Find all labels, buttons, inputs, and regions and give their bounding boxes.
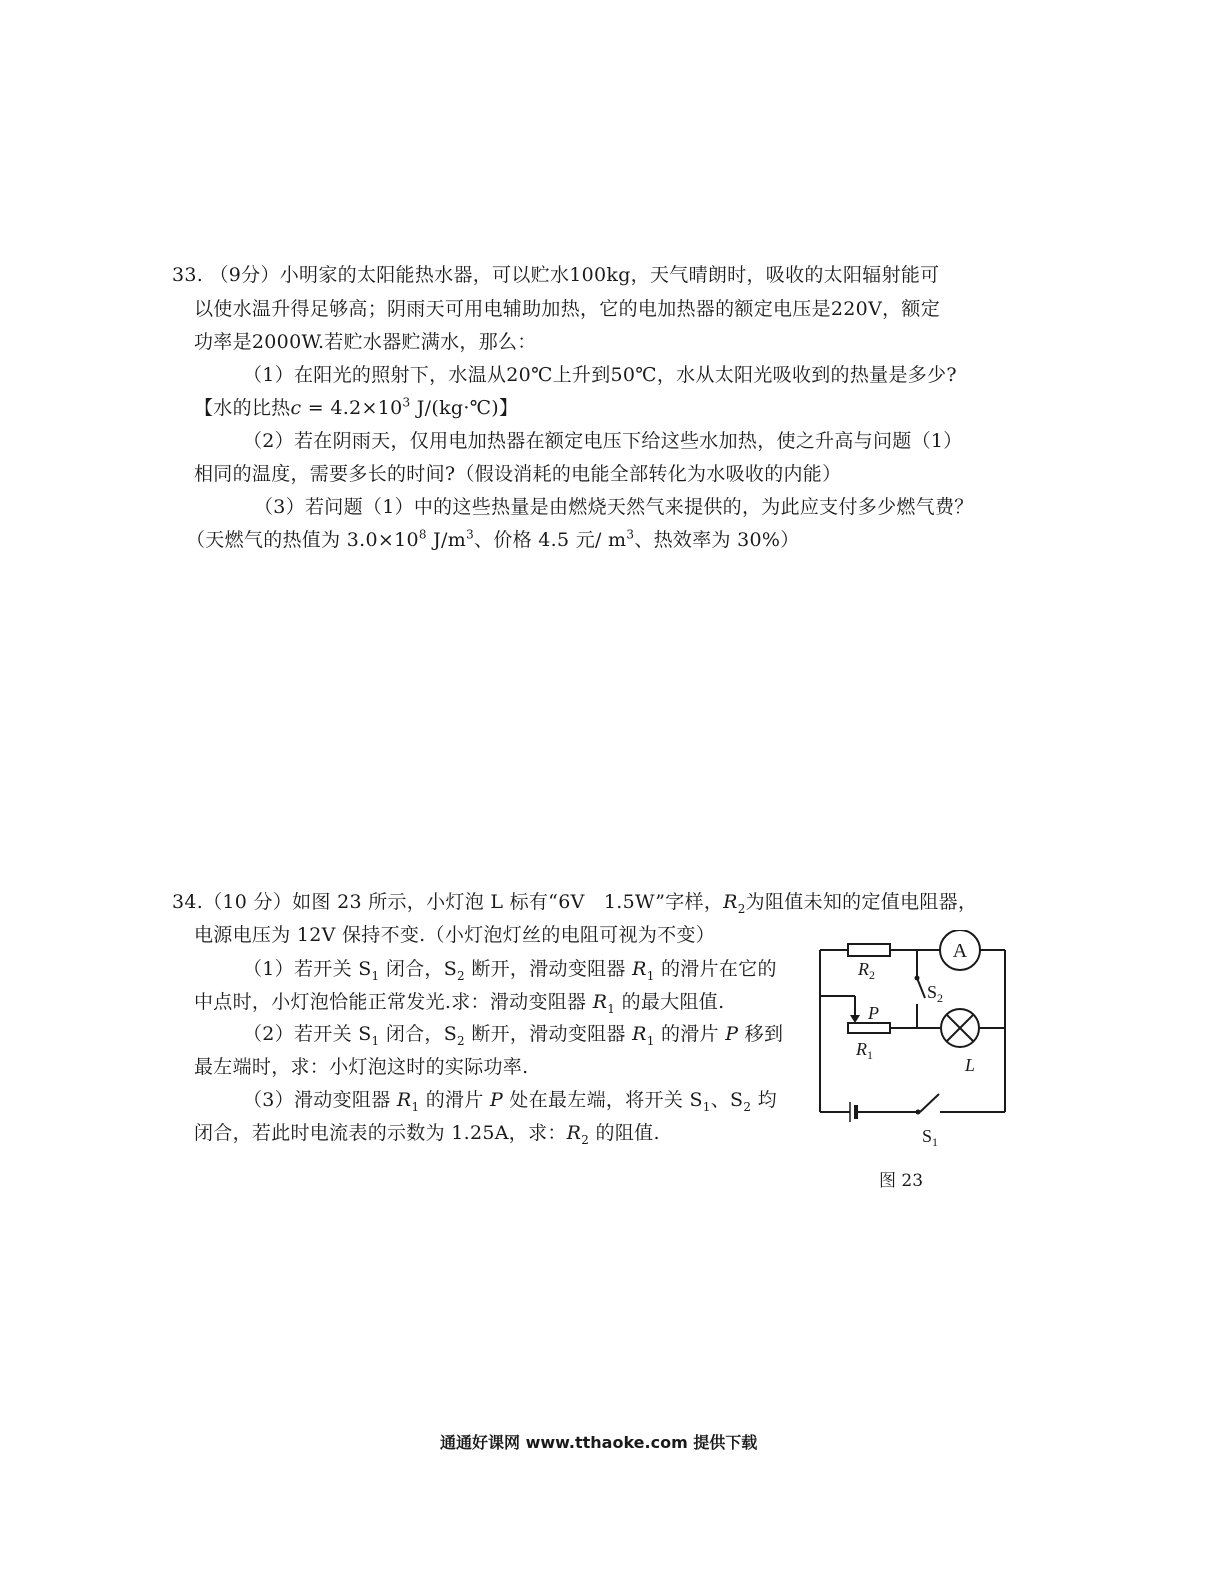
q34-line-4: 中点时，小灯泡恰能正常发光.求：滑动变阻器 $R_1$ 的最大阻值. <box>194 991 725 1016</box>
switch-s1-contact-dot <box>916 1110 921 1115</box>
q34-line-8: 闭合，若此时电流表的示数为 1.25A，求：$R_2$ 的阻值. <box>194 1122 660 1147</box>
q33-line-6: （2）若在阴雨天，仅用电加热器在额定电压下给这些水加热，使之升高与问题（1） <box>243 430 963 452</box>
switch-s2-blade <box>917 978 925 998</box>
q34-line-2: 电源电压为 12V 保持不变.（小灯泡灯丝的电阻可视为不变） <box>194 924 716 946</box>
q34-line-1: 34.（10 分）如图 23 所示，小灯泡 L 标有“6V 1.5W”字样，$R_2$为阻值未知的定值电阻器， <box>172 891 978 916</box>
q33-line-4: （1）在阳光的照射下，水温从20℃上升到50℃，水从太阳光吸收到的热量是多少? <box>243 364 957 386</box>
ammeter-label: A <box>952 940 968 962</box>
r2-label: $R_2$ <box>858 959 875 982</box>
slider-arrow-icon <box>850 1015 860 1023</box>
switch-s1-blade <box>920 1094 939 1112</box>
q33-line-5: 【水的比热$c = 4.2\times 10^3$ J/(kg·℃)】 <box>194 395 519 419</box>
q34-line-5: （2）若开关 $S_1$ 闭合，$S_2$ 断开，滑动变阻器 $R_1$ 的滑片 P 移到 <box>243 1023 784 1048</box>
footer-watermark: 通通好课网 www.tthaoke.com 提供下载 <box>440 1433 758 1452</box>
q33-line-2: 以使水温升得足够高；阴雨天可用电辅助加热，它的电加热器的额定电压是220V，额定 <box>194 298 940 320</box>
q33-line-9: （天燃气的热值为 $3.0\times 10^8$ $J/m^3$、价格 4.5 元/ $m^3$、热效率为 30%） <box>186 527 800 551</box>
slider-p-label: P <box>868 1003 879 1023</box>
q33-line-8: （3）若问题（1）中的这些热量是由燃烧天然气来提供的，为此应支付多少燃气费？ <box>254 496 974 518</box>
q33-line-1: 33. （9分）小明家的太阳能热水器，可以贮水100kg，天气晴朗时，吸收的太阳辐射能可 <box>172 264 940 286</box>
r1-label: $R_1$ <box>856 1039 873 1062</box>
q34-line-3: （1）若开关 $S_1$ 闭合，$S_2$ 断开，滑动变阻器 $R_1$ 的滑片在它的 <box>243 958 777 983</box>
circuit-diagram <box>812 930 1022 1150</box>
figure-caption: 图 23 <box>879 1171 924 1191</box>
switch-s2-contact-dot <box>915 976 920 981</box>
q34-line-6: 最左端时，求：小灯泡这时的实际功率. <box>194 1056 529 1078</box>
q34-line-7: （3）滑动变阻器 $R_1$ 的滑片 P 处在最左端，将开关 $S_1$、$S_2$ 均 <box>243 1089 777 1114</box>
lamp-label: L <box>965 1055 976 1075</box>
q33-line-3: 功率是2000W.若贮水器贮满水，那么： <box>194 331 537 353</box>
s2-label: $S_2$ <box>927 982 944 1005</box>
rheostat-r1 <box>848 1023 890 1033</box>
s1-label: $S_1$ <box>922 1126 939 1149</box>
resistor-r2 <box>848 944 890 956</box>
q33-line-7: 相同的温度，需要多长的时间?（假设消耗的电能全部转化为水吸收的内能） <box>194 463 842 485</box>
